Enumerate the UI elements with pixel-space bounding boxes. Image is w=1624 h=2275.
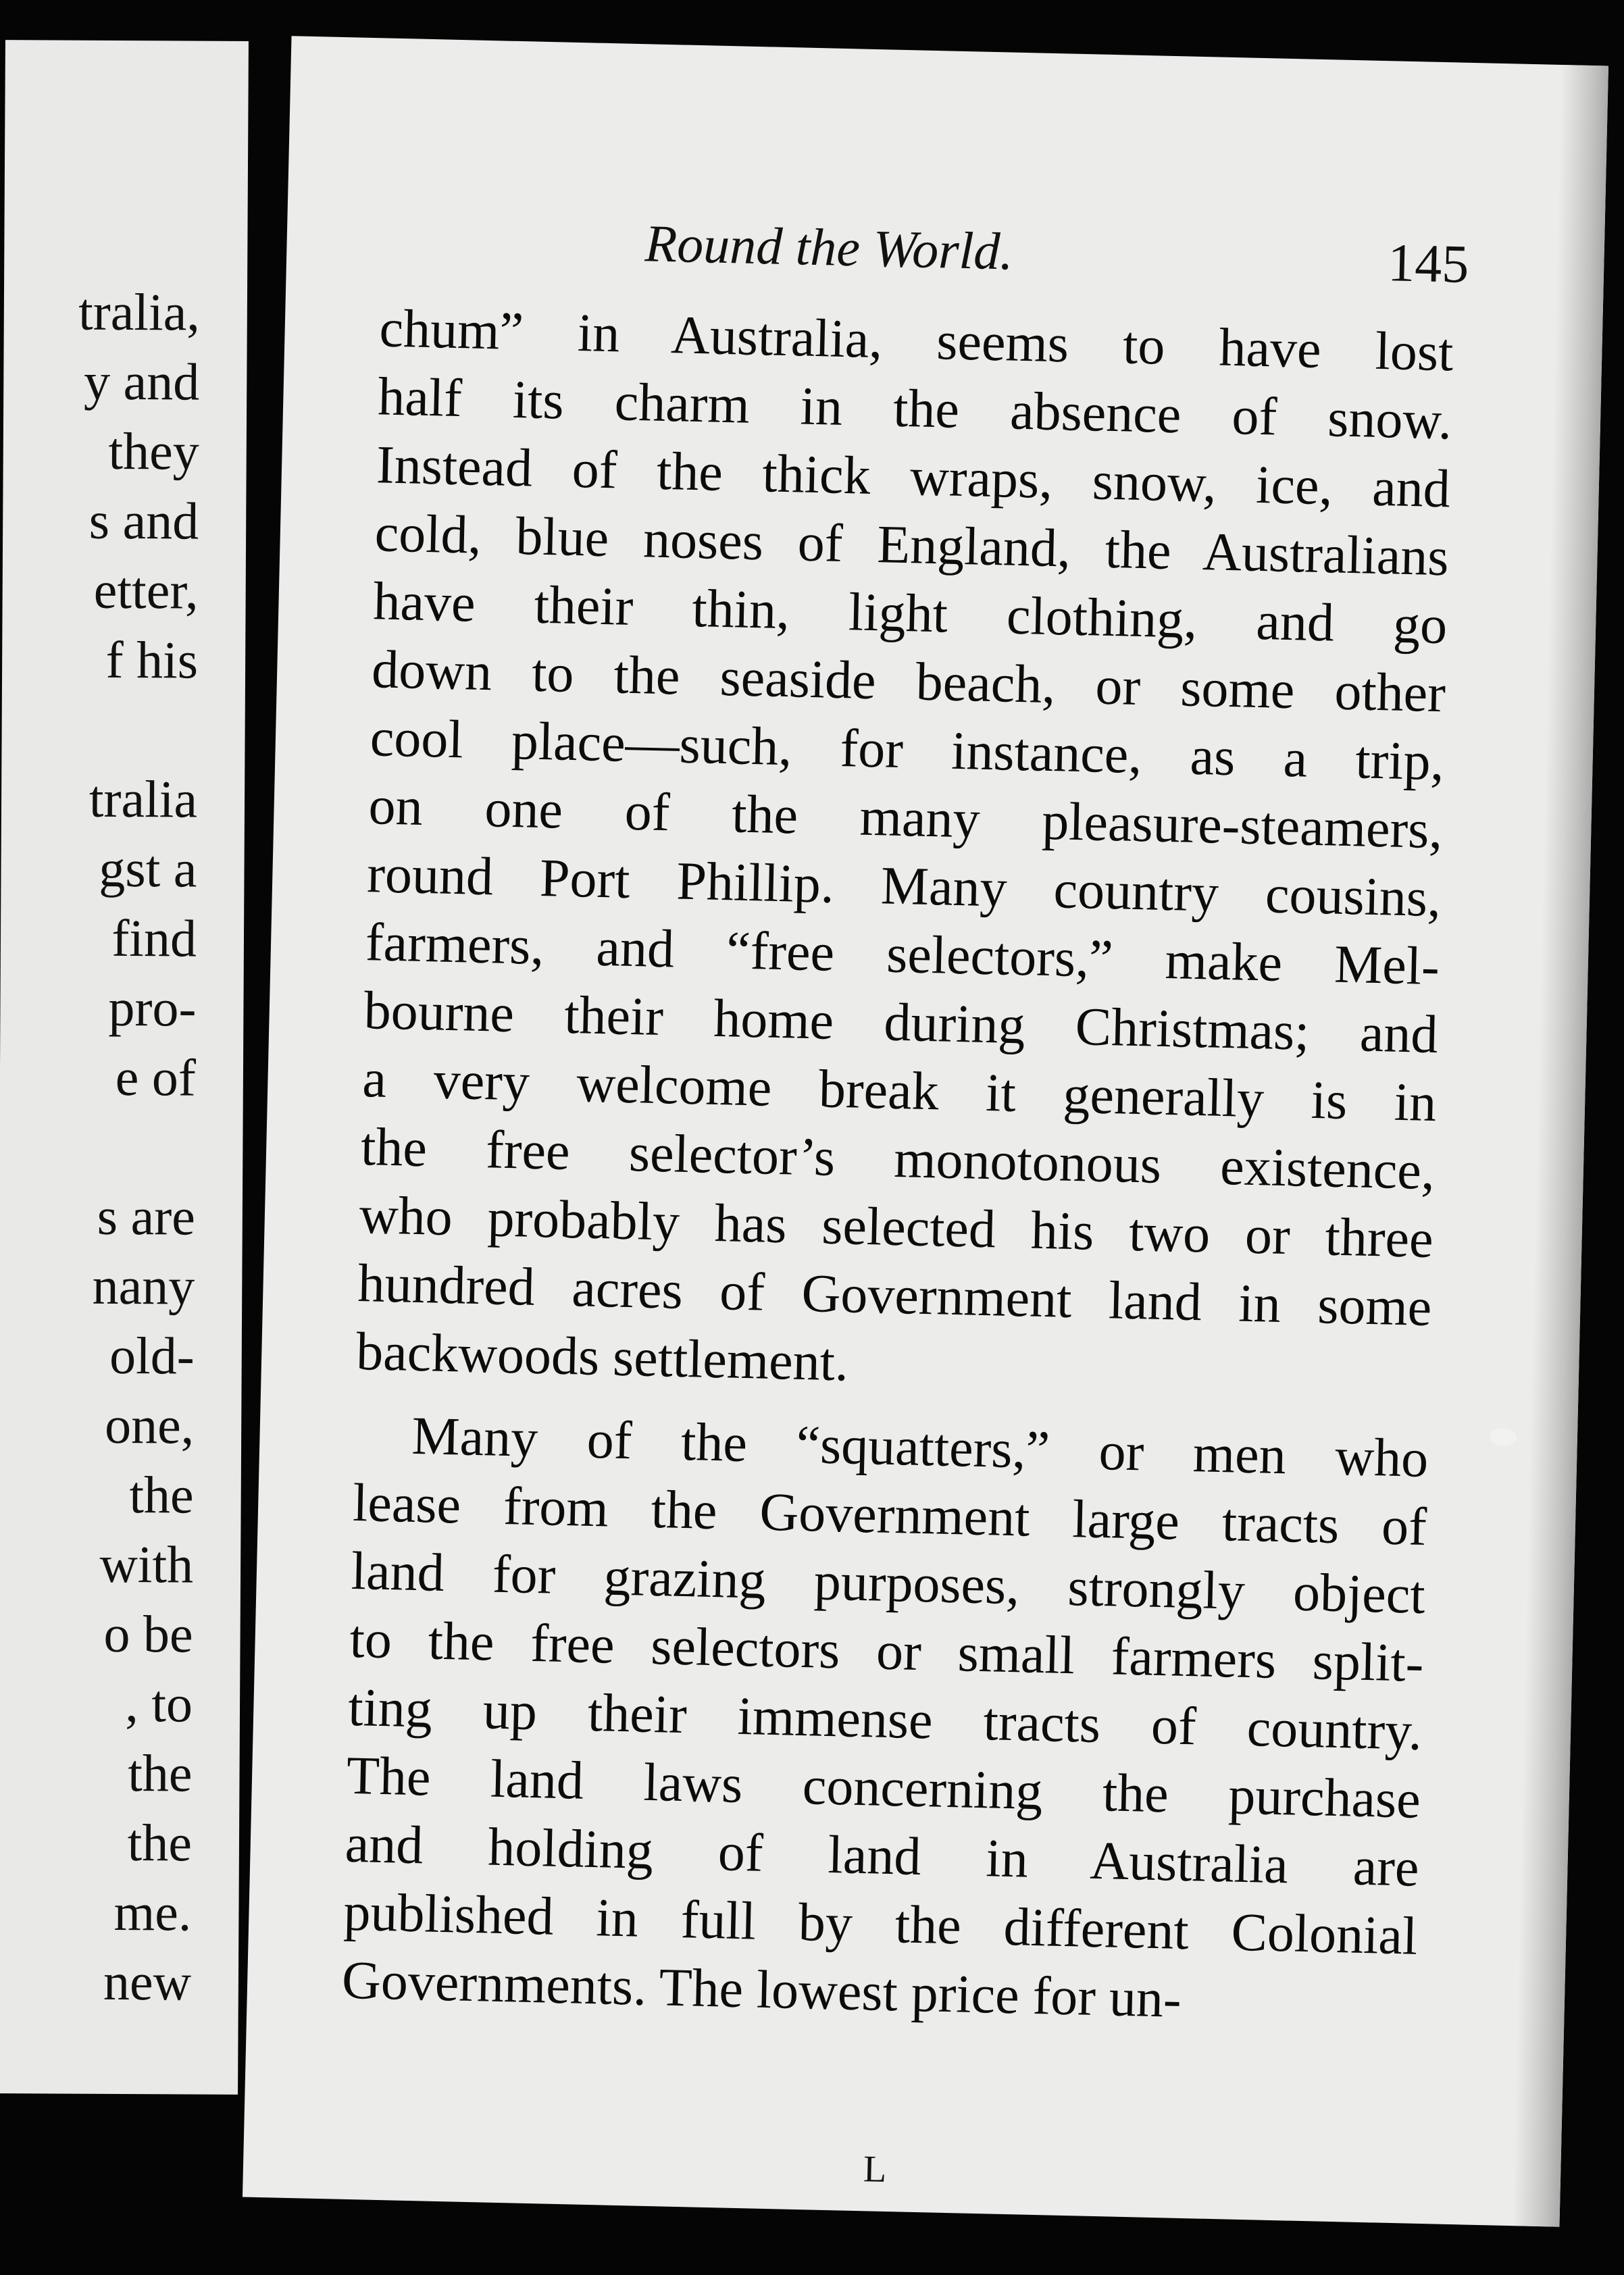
previous-page-line: [74, 1112, 195, 1182]
text-line: who probably has selected his two or three: [358, 1185, 1434, 1270]
previous-page-line: pro-: [108, 977, 197, 1038]
previous-page-line: they: [108, 421, 200, 481]
running-head-title: Round the World.: [644, 213, 1014, 281]
text-line: round Port Phillip. Many country cousins,: [366, 844, 1442, 929]
text-line: and holding of land in Australia are: [344, 1814, 1420, 1898]
previous-page-line: tralia,: [78, 282, 201, 342]
previous-page-line: with: [99, 1534, 194, 1594]
previous-page-line: [76, 694, 198, 765]
text-line: bourne their home during Christmas; and: [363, 981, 1439, 1065]
previous-page-line: me.: [113, 1882, 192, 1942]
text-line: Many of the “squatters,” or men who: [411, 1406, 1429, 1489]
previous-page-line: the: [127, 1813, 193, 1872]
text-line: half its charm in the absence of snow.: [377, 367, 1453, 451]
text-line: hundred acres of Government land in some: [357, 1254, 1433, 1338]
text-line: to the free selectors or small farmers split-: [349, 1609, 1425, 1693]
text-line: Governments. The lowest price for un-: [341, 1950, 1182, 2029]
previous-page-line: y and: [83, 351, 200, 411]
previous-page-line: the: [129, 1465, 194, 1525]
text-line: ting up their immense tracts of country.: [347, 1677, 1423, 1762]
previous-page-line: the: [128, 1743, 193, 1803]
paper-speck: [1490, 1428, 1517, 1446]
body-text: [341, 295, 1454, 2191]
previous-page-line: , to: [125, 1674, 193, 1733]
previous-page-line: old-: [109, 1325, 195, 1385]
text-line: backwoods settlement.: [355, 1321, 849, 1393]
running-head: [374, 207, 1469, 306]
previous-page-line: f his: [105, 630, 199, 690]
text-line: a very welcome break it generally is in: [361, 1049, 1438, 1133]
previous-page-line: s and: [88, 490, 199, 551]
page-edge-shadow: [1512, 65, 1608, 2227]
text-line: published in full by the different Colonial: [342, 1882, 1419, 1966]
previous-page-line: etter,: [93, 560, 199, 620]
previous-page-line: find: [111, 908, 197, 968]
previous-page-line: o be: [103, 1604, 193, 1664]
text-line: Instead of the thick wraps, snow, ice, and: [376, 435, 1451, 519]
previous-page-line: s are: [97, 1186, 196, 1246]
previous-page-line: e of: [115, 1047, 197, 1107]
text-line: The land laws concerning the purchase: [346, 1745, 1421, 1830]
previous-page-line: new: [103, 1951, 192, 2012]
text-line: have their thin, light clothing, and go: [372, 571, 1448, 656]
previous-page: [0, 40, 249, 2095]
previous-page-line: nany: [92, 1256, 195, 1316]
current-page: [243, 36, 1608, 2226]
text-line: chum” in Australia, seems to have lost: [378, 299, 1454, 383]
text-line: land for grazing purposes, strongly object: [351, 1541, 1426, 1625]
previous-page-text-fragments: [70, 277, 200, 2017]
text-line: cold, blue noses of England, the Australians: [374, 503, 1450, 588]
printer-signature-mark: L: [863, 2148, 887, 2191]
page-number: 145: [1387, 233, 1470, 295]
previous-page-line: tralia: [88, 769, 198, 829]
text-line: on one of the many pleasure-steamers,: [367, 776, 1444, 861]
text-line: farmers, and “free selectors,” make Mel-: [365, 913, 1440, 997]
text-line: cool place—such, for instance, as a trip,: [370, 708, 1445, 792]
previous-page-line: gst a: [99, 838, 197, 898]
text-line: lease from the Government large tracts of: [352, 1473, 1427, 1557]
previous-page-line: one,: [104, 1395, 195, 1455]
paragraph-2: [341, 1401, 1429, 2039]
paragraph-1: [355, 295, 1454, 1410]
text-line: down to the seaside beach, or some other: [371, 640, 1446, 724]
text-line: the free selector’s monotonous existence,: [360, 1117, 1436, 1202]
